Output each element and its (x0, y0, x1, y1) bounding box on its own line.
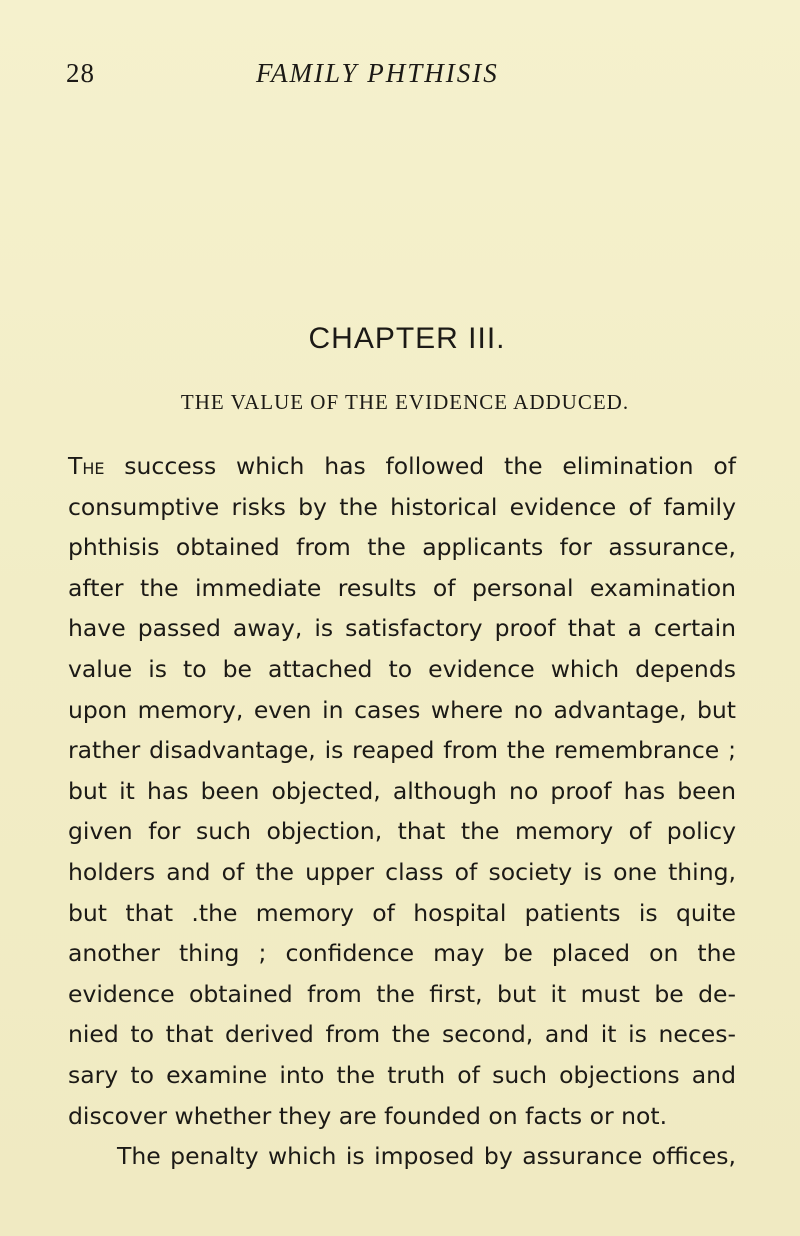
text-line: upon memory, even in cases where no advantage, but (68, 695, 736, 724)
text-line: phthisis obtained from the applicants for assurance, (68, 533, 736, 562)
text-line: nied to that derived from the second, and it is neces- (68, 1020, 736, 1049)
text-line: sary to examine into the truth of such objections and (68, 1060, 736, 1089)
running-head (66, 58, 746, 94)
text-line: another thing ; confidence may be placed on the (68, 939, 736, 968)
text-line: consumptive risks by the historical evidence of family (68, 492, 736, 521)
page-number: 28 (66, 58, 95, 88)
text-line (68, 446, 736, 487)
running-title: FAMILY PHTHISIS (256, 58, 499, 88)
drop-word: The (68, 452, 105, 480)
text-line: evidence obtained from the first, but it must be de- (68, 979, 736, 1008)
chapter-heading: CHAPTER III. (308, 322, 506, 355)
text-line: given for such objection, that the memory of policy (68, 817, 736, 846)
text-line: value is to be attached to evidence which depends (68, 654, 736, 683)
text-line: discover whether they are founded on facts or not. (68, 1101, 668, 1130)
text-line: The penalty which is imposed by assurance offices, (117, 1142, 736, 1171)
text-line: holders and of the upper class of society is one thing, (68, 857, 736, 886)
line-text: success which has followed the elimination of (104, 452, 736, 480)
text-line: but it has been objected, although no proof has been (68, 776, 736, 805)
text-line: but that .the memory of hospital patients is quite (68, 898, 736, 927)
text-line: have passed away, is satisfactory proof that a certain (68, 614, 736, 643)
body-paragraph (68, 446, 736, 1177)
chapter-title: THE VALUE OF THE EVIDENCE ADDUCED. (180, 390, 630, 414)
text-line: rather disadvantage, is reaped from the remembrance ; (68, 736, 736, 765)
text-line: after the immediate results of personal examination (68, 573, 736, 602)
